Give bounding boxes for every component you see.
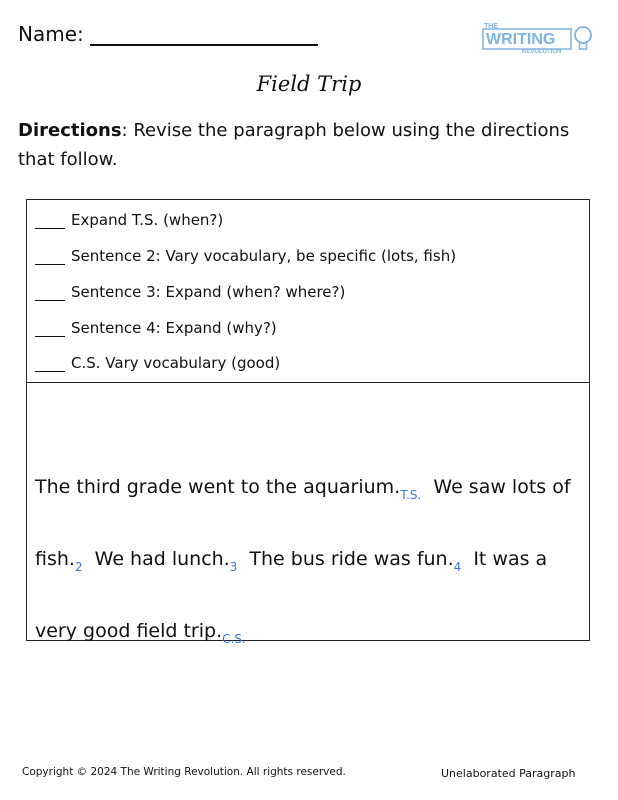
check-blank[interactable] <box>35 321 65 337</box>
sentence-mark-4: 4 <box>453 560 462 574</box>
checklist-item <box>35 352 280 372</box>
checklist-item-label: Sentence 2: Vary vocabulary, be specific (lots, fish) <box>71 247 457 265</box>
sentence-5: It was a very good field trip. <box>35 548 548 642</box>
revision-checklist <box>27 200 589 383</box>
checklist-item-label: Sentence 3: Expand (when? where?) <box>71 283 346 301</box>
check-blank[interactable] <box>35 249 65 265</box>
worksheet-box <box>26 199 590 646</box>
checklist-item <box>35 209 223 229</box>
lightbulb-icon <box>575 27 591 49</box>
logo-main-text: WRITING <box>486 31 556 48</box>
logo-top-text: THE <box>484 23 498 30</box>
unelaborated-paragraph <box>35 455 585 671</box>
sentence-4: The bus ride was fun. <box>249 548 454 570</box>
sentence-3: We had lunch. <box>94 548 230 570</box>
checklist-item <box>35 317 277 337</box>
directions-text: : Revise the paragraph below using the directions that follow. <box>18 120 570 170</box>
writing-revolution-logo <box>482 20 594 54</box>
checklist-item <box>35 281 345 301</box>
page-title: Field Trip <box>256 72 362 96</box>
sentence-mark-1: T.S. <box>400 488 422 502</box>
sentence-mark-2: 2 <box>74 560 83 574</box>
check-blank[interactable] <box>35 356 65 372</box>
check-blank[interactable] <box>35 213 65 229</box>
sentence-2: We saw lots of fish. <box>35 476 571 570</box>
directions-label: Directions <box>18 120 122 141</box>
checklist-item-label: C.S. Vary vocabulary (good) <box>71 354 281 372</box>
sentence-mark-5: C.S. <box>222 632 246 646</box>
checklist-item-label: Expand T.S. (when?) <box>71 211 224 229</box>
name-field <box>18 22 318 46</box>
sentence-mark-3: 3 <box>229 560 238 574</box>
check-blank[interactable] <box>35 285 65 301</box>
worksheet-type-label: Unelaborated Paragraph <box>441 767 576 780</box>
name-blank-line[interactable] <box>90 24 318 46</box>
logo-sub-text: REVOLUTION <box>522 49 562 54</box>
directions <box>18 116 578 174</box>
sentence-1: The third grade went to the aquarium. <box>35 476 401 498</box>
checklist-item <box>35 245 456 265</box>
copyright-notice: Copyright © 2024 The Writing Revolution. All rights reserved. <box>22 766 346 778</box>
checklist-item-label: Sentence 4: Expand (why?) <box>71 319 277 337</box>
name-label: Name: <box>18 22 84 46</box>
